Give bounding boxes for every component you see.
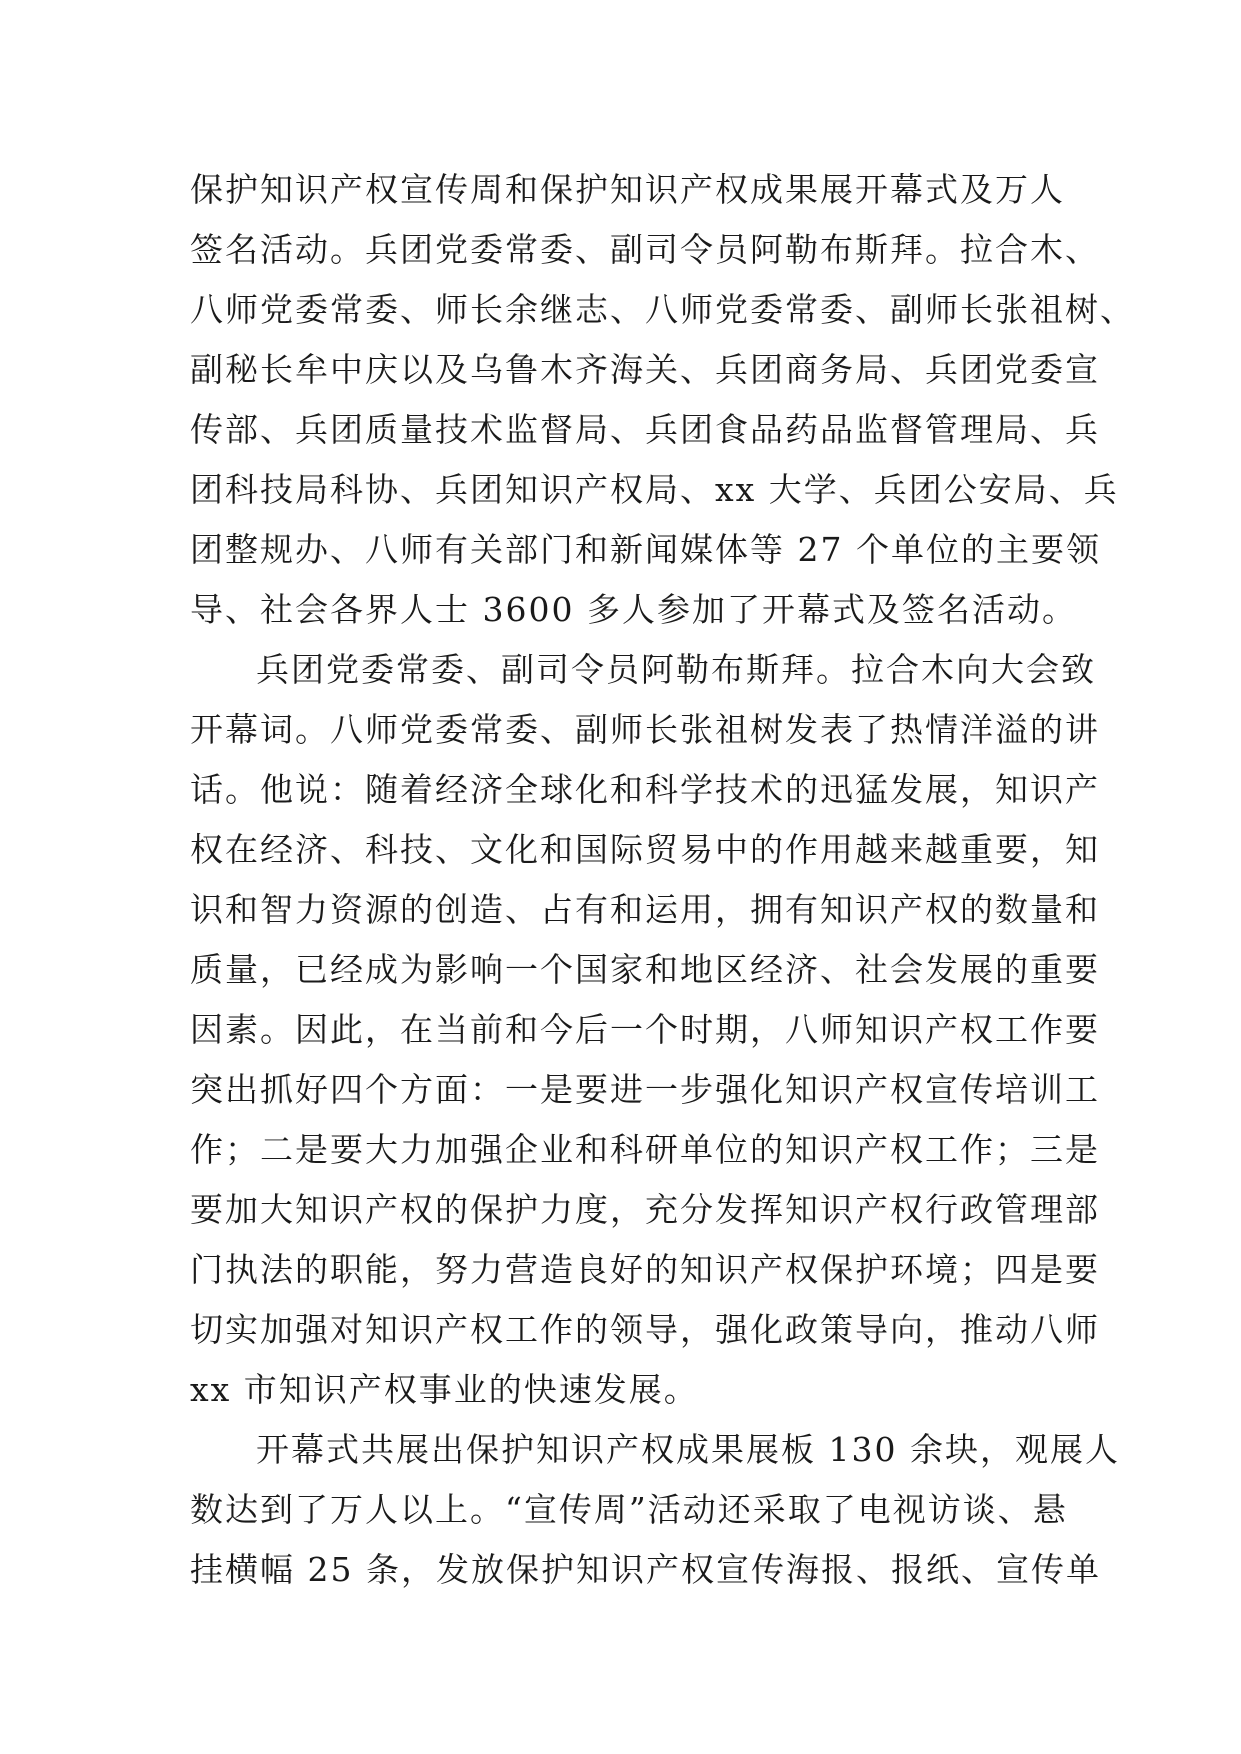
text-line: 权在经济、科技、文化和国际贸易中的作用越来越重要，知 (190, 830, 1100, 869)
text-line: 挂横幅 25 条，发放保护知识产权宣传海报、报纸、宣传单 (190, 1550, 1101, 1589)
document-body (190, 160, 1135, 1600)
text-line: 副秘长牟中庆以及乌鲁木齐海关、兵团商务局、兵团党委宣 (190, 350, 1100, 389)
text-line: 质量，已经成为影响一个国家和地区经济、社会发展的重要 (190, 950, 1100, 989)
text-line: 开幕词。八师党委常委、副师长张祖树发表了热情洋溢的讲 (190, 710, 1100, 749)
paragraph-first-line: 兵团党委常委、副司令员阿勒布斯拜。拉合木向大会致 (256, 650, 1096, 689)
text-line: 作；二是要大力加强企业和科研单位的知识产权工作；三是 (190, 1130, 1100, 1169)
text-line: 导、社会各界人士 3600 多人参加了开幕式及签名活动。 (190, 590, 1077, 629)
text-line: 门执法的职能，努力营造良好的知识产权保护环境；四是要 (190, 1250, 1100, 1289)
text-line: 团整规办、八师有关部门和新闻媒体等 27 个单位的主要领 (190, 530, 1101, 569)
text-line: 传部、兵团质量技术监督局、兵团食品药品监督管理局、兵 (190, 410, 1100, 449)
text-line: xx 市知识产权事业的快速发展。 (190, 1370, 699, 1409)
text-line: 团科技局科协、兵团知识产权局、xx 大学、兵团公安局、兵 (190, 470, 1119, 509)
text-line: 识和智力资源的创造、占有和运用，拥有知识产权的数量和 (190, 890, 1100, 929)
text-line: 签名活动。兵团党委常委、副司令员阿勒布斯拜。拉合木、 (190, 230, 1100, 269)
paragraph-first-line: 开幕式共展出保护知识产权成果展板 130 余块，观展人 (256, 1430, 1120, 1469)
text-line: 数达到了万人以上。“宣传周”活动还采取了电视访谈、悬 (190, 1490, 1068, 1529)
text-line: 切实加强对知识产权工作的领导，强化政策导向，推动八师 (190, 1310, 1100, 1349)
text-line: 保护知识产权宣传周和保护知识产权成果展开幕式及万人 (190, 170, 1065, 209)
text-line: 八师党委常委、师长余继志、八师党委常委、副师长张祖树、 (190, 290, 1135, 329)
text-line: 话。他说：随着经济全球化和科学技术的迅猛发展，知识产 (190, 770, 1100, 809)
text-line: 突出抓好四个方面：一是要进一步强化知识产权宣传培训工 (190, 1070, 1100, 1109)
text-line: 要加大知识产权的保护力度，充分发挥知识产权行政管理部 (190, 1190, 1100, 1229)
text-line: 因素。因此，在当前和今后一个时期，八师知识产权工作要 (190, 1010, 1100, 1049)
